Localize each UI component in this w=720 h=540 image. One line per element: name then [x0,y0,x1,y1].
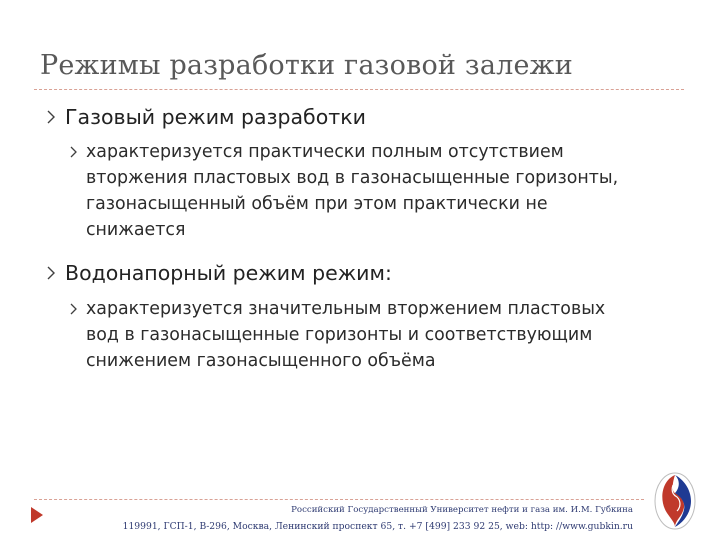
bullet-label: Водонапорный режим режим: [65,261,392,285]
slide-title: Режимы разработки газовой залежи [40,50,573,81]
footer-university-name: Российский Государственный Университет нефти и газа им. И.М. Губкина [291,505,633,515]
footer-university-info [123,504,633,533]
sub-bullet-text: характеризуется практически полным отсутствием вторжения пластовых вод в газонасыщенные горизонты, газонасыщенный объём при этом практически не снижается [86,142,619,240]
sub-bullet-arrow-icon [70,302,77,320]
bullet-arrow-icon [47,266,55,285]
sub-bullet-item-2 [70,296,605,374]
title-divider [34,89,684,90]
university-emblem-logo [653,471,697,536]
sub-bullet-text: характеризуется значительным вторжением пластовых вод в газонасыщенные горизонты и соответствующим снижением газонасыщенного объёма [86,299,606,371]
bullet-item-2 [47,259,392,287]
footer-divider [34,499,644,500]
footer-marker-icon [30,506,44,529]
sub-bullet-arrow-icon [70,145,77,163]
bullet-arrow-icon [47,110,55,129]
bullet-item-1 [47,103,366,131]
sub-bullet-item-1 [70,139,618,243]
bullet-label: Газовый режим разработки [65,105,366,129]
footer-address: 119991, ГСП-1, В-296, Москва, Ленинский проспект 65, т. +7 [499] 233 92 25, web: http: //www.gubkin.ru [122,521,633,532]
